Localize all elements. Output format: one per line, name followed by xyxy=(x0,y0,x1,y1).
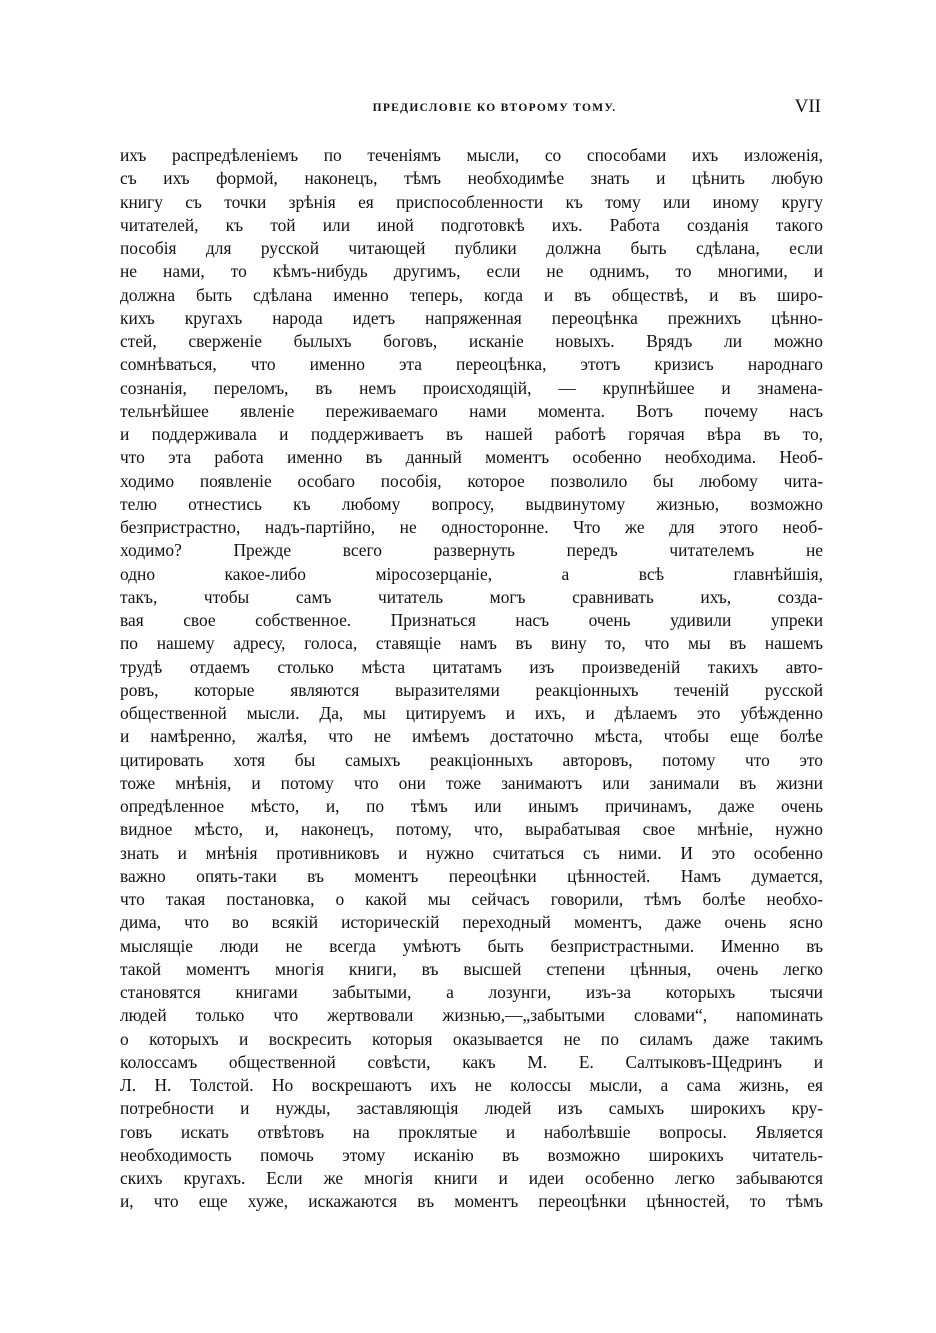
text-line: по нашему адресу, голоса, ставящіе намъ въ вину то, что мы въ нашемъ xyxy=(120,633,823,654)
text-line: стей, сверженіе былыхъ боговъ, исканіе новыхъ. Врядъ ли можно xyxy=(120,331,823,351)
body-text xyxy=(120,144,823,1214)
text-line: телю отнестись къ любому вопросу, выдвинутому жизнью, возможно xyxy=(120,493,823,514)
text-line: мыслящіе люди не всегда умѣютъ быть безпристрастными. Именно въ xyxy=(120,935,823,956)
text-line: тоже мнѣнія, и потому что они тоже занимаютъ или занимали въ жизни xyxy=(120,772,823,793)
text-line: становятся книгами забытыми, а лозунги, изъ-за которыхъ тысячи xyxy=(120,982,823,1002)
text-line: одно какое-либо міросозерцаніе, а всѣ главнѣйшія, xyxy=(120,563,823,584)
text-line: общественной мысли. Да, мы цитируемъ и ихъ, и дѣлаемъ это убѣжденно xyxy=(120,703,823,723)
text-line: безпристрастно, надъ-партійно, не односторонне. Что же для этого необ- xyxy=(120,517,823,537)
running-head-title: ПРЕДИСЛОВІЕ КО ВТОРОМУ ТОМУ. xyxy=(372,102,617,114)
text-line: важно опять-таки въ моментъ переоцѣнки цѣнностей. Намъ думается, xyxy=(120,865,823,886)
text-line: тельнѣйшее явленіе переживаемаго нами момента. Вотъ почему насъ xyxy=(120,400,823,421)
text-line: Л. Н. Толстой. Но воскрешаютъ ихъ не колоссы мысли, а сама жизнь, ея xyxy=(120,1075,823,1095)
text-line: скихъ кругахъ. Если же многія книги и идеи особенно легко забываются xyxy=(120,1168,823,1188)
text-line: ихъ распредѣленіемъ по теченіямъ мысли, со способами ихъ изложенія, xyxy=(120,145,823,165)
text-line: видное мѣсто, и, наконецъ, потому, что, вырабатывая свое мнѣніе, нужно xyxy=(120,819,823,840)
text-line: людей только что жертвовали жизнью,—„забытыми словами“, напоминать xyxy=(120,1005,823,1026)
text-line: и поддерживала и поддерживаетъ въ нашей работѣ горячая вѣра въ то, xyxy=(120,424,823,444)
text-line: говъ искать отвѣтовъ на проклятые и наболѣвшіе вопросы. Является xyxy=(120,1121,823,1142)
text-line: читателей, къ той или иной подготовкѣ ихъ. Работа созданія такого xyxy=(120,214,823,235)
text-line: книгу съ точки зрѣнія ея приспособленности къ тому или иному кругу xyxy=(120,191,823,212)
text-line: потребности и нужды, заставляющія людей изъ самыхъ широкихъ кру- xyxy=(120,1098,823,1119)
text-line: такъ, чтобы самъ читатель могъ сравнивать ихъ, созда- xyxy=(120,586,823,607)
text-line: о которыхъ и воскресить которыя оказывается не по силамъ даже такимъ xyxy=(120,1028,823,1049)
text-line: и, что еще хуже, искажаются въ моментъ переоцѣнки цѣнностей, то тѣмъ xyxy=(120,1191,823,1212)
text-line: что эта работа именно въ данный моментъ особенно необходима. Необ- xyxy=(120,447,823,468)
text-line: опредѣленное мѣсто, и, по тѣмъ или инымъ причинамъ, даже очень xyxy=(120,796,823,816)
text-line: ходимо появленіе особаго пособія, которое позволило бы любому чита- xyxy=(120,470,823,491)
text-line: цитировать хотя бы самыхъ реакціонныхъ авторовъ, потому что это xyxy=(120,749,823,770)
text-line: что такая постановка, о какой мы сейчасъ говорили, тѣмъ болѣе необхо- xyxy=(120,889,823,909)
text-line: ходимо? Прежде всего развернуть передъ читателемъ не xyxy=(120,540,823,561)
text-line: необходимость помочь этому исканію въ возможно широкихъ читатель- xyxy=(120,1144,823,1165)
text-line: сомнѣваться, что именно эта переоцѣнка, этотъ кризисъ народнаго xyxy=(120,354,823,375)
text-line: съ ихъ формой, наконецъ, тѣмъ необходимѣе знать и цѣнить любую xyxy=(120,168,823,189)
text-line: вая свое собственное. Признаться насъ очень удивили упреки xyxy=(120,610,823,630)
text-line: ровъ, которые являются выразителями реакціонныхъ теченій русской xyxy=(120,679,823,700)
running-head xyxy=(120,96,823,120)
text-line: сознанія, переломъ, въ немъ происходящій, — крупнѣйшее и знамена- xyxy=(120,377,823,398)
text-line: пособія для русской читающей публики должна быть сдѣлана, если xyxy=(120,238,823,258)
text-line: такой моментъ многія книги, въ высшей степени цѣнныя, очень легко xyxy=(120,958,823,979)
page-number: VII xyxy=(794,96,821,117)
text-line: трудѣ отдаемъ столько мѣста цитатамъ изъ произведеній такихъ авто- xyxy=(120,656,823,677)
text-line: знать и мнѣнія противниковъ и нужно считаться съ ними. И это особенно xyxy=(120,842,823,863)
text-line: не нами, то кѣмъ-нибудь другимъ, если не однимъ, то многими, и xyxy=(120,261,823,282)
text-line: дима, что во всякій историческій переходный моментъ, даже очень ясно xyxy=(120,912,823,933)
text-line: кихъ кругахъ народа идетъ напряженная переоцѣнка прежнихъ цѣнно- xyxy=(120,307,823,328)
text-line: и намѣренно, жалѣя, что не имѣемъ достаточно мѣста, чтобы еще болѣе xyxy=(120,726,823,747)
text-line: должна быть сдѣлана именно теперь, когда и въ обществѣ, и въ широ- xyxy=(120,284,823,305)
text-line: колоссамъ общественной совѣсти, какъ М. Е. Салтыковъ-Щедринъ и xyxy=(120,1051,823,1072)
